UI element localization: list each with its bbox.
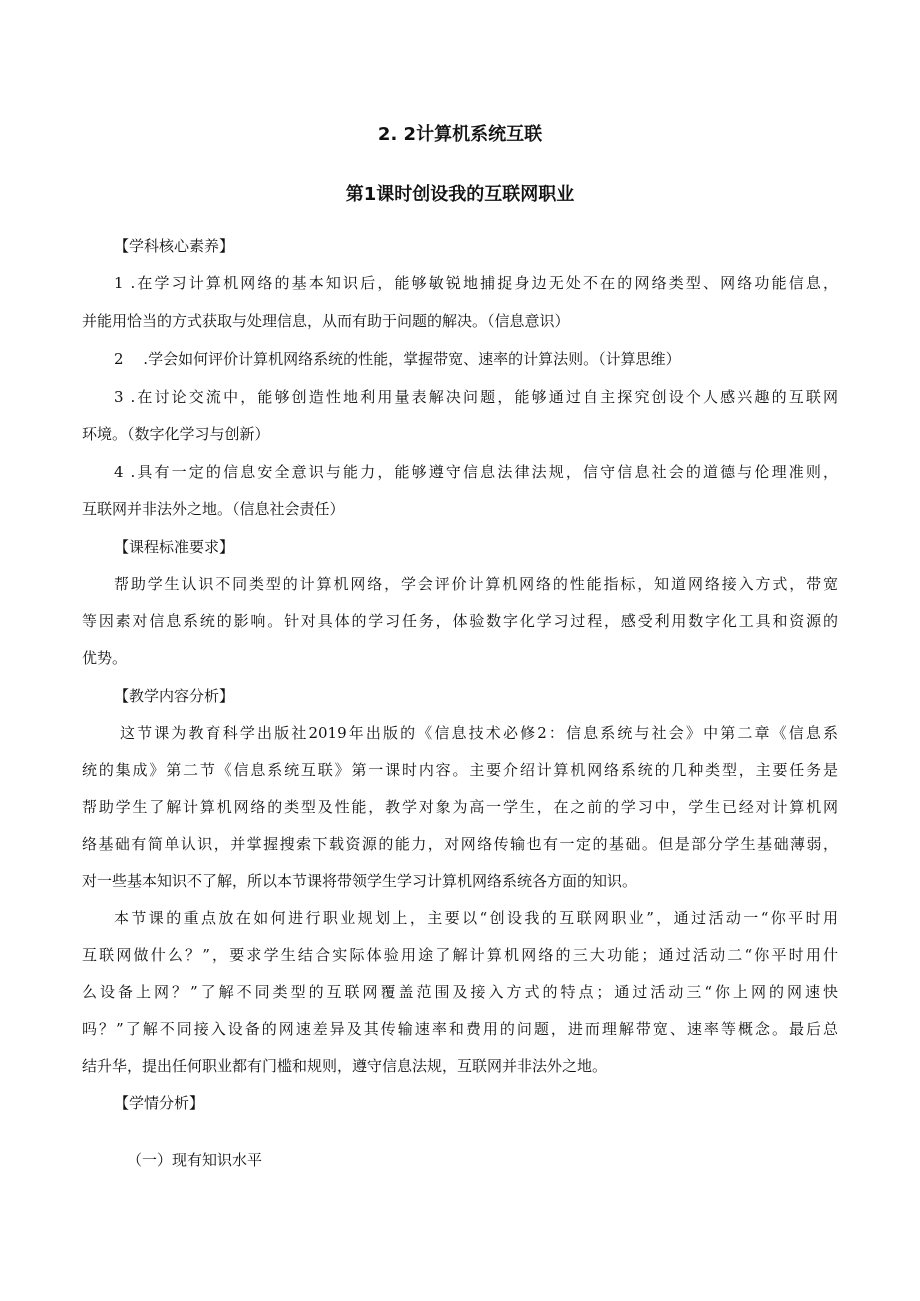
literacy-item-4-line-1: 4 .具有一定的信息安全意识与能力，能够遵守信息法律法规，信守信息社会的道德与伦理准则， <box>114 463 838 481</box>
content-p1-line-2: 统的集成》第二节《信息系统互联》第一课时内容。主要介绍计算机网络系统的几种类型，主要任务是 <box>82 761 838 779</box>
section-heading-literacy: 【学科核心素养】 <box>114 237 235 255</box>
content-p1-line-5: 对一些基本知识不了解，所以本节课将带领学生学习计算机网络系统各方面的知识。 <box>82 872 638 890</box>
document-title: 2. 2计算机系统互联 <box>377 124 543 145</box>
literacy-item-4-line-2: 互联网并非法外之地。（信息社会责任） <box>82 500 345 518</box>
section-heading-learners: 【学情分析】 <box>114 1094 205 1112</box>
content-p1-line-1: 这节课为教育科学出版社2019年出版的《信息技术必修2：信息系统与社会》中第二章《信息系 <box>120 724 838 742</box>
content-p2-line-1: 本节课的重点放在如何进行职业规划上，主要以“创设我的互联网职业”，通过活动一“你平时用 <box>114 909 838 927</box>
literacy-item-3-line-1: 3 .在讨论交流中，能够创造性地利用量表解决问题，能够通过自主探究创设个人感兴趣的互联网 <box>114 388 838 406</box>
content-p2-line-3: 么设备上网？”了解不同类型的互联网覆盖范围及接入方式的特点；通过活动三“你上网的网速快 <box>82 983 838 1001</box>
content-p2-line-5: 结升华，提出任何职业都有门槛和规则，遵守信息法规，互联网并非法外之地。 <box>82 1057 608 1075</box>
content-p2-line-2: 互联网做什么？”，要求学生结合实际体验用途了解计算机网络的三大功能；通过活动二“你平时用什 <box>82 946 838 964</box>
learners-subheading-1: （一）现有知识水平 <box>127 1151 263 1169</box>
standards-line-3: 优势。 <box>82 649 128 667</box>
document-subtitle: 第1课时创设我的互联网职业 <box>345 184 575 205</box>
literacy-item-2: 2 .学会如何评价计算机网络系统的性能，掌握带宽、速率的计算法则。（计算思维） <box>114 350 681 368</box>
literacy-item-1-line-2: 并能用恰当的方式获取与处理信息，从而有助于问题的解决。（信息意识） <box>82 312 570 330</box>
literacy-item-3-line-2: 环境。（数字化学习与创新） <box>82 425 270 443</box>
content-p2-line-4: 吗？”了解不同接入设备的网速差异及其传输速率和费用的问题，进而理解带宽、速率等概念。最后总 <box>82 1020 838 1038</box>
literacy-item-1-line-1: 1 .在学习计算机网络的基本知识后，能够敏锐地捕捉身边无处不在的网络类型、网络功能信息， <box>114 274 838 292</box>
content-p1-line-3: 帮助学生了解计算机网络的类型及性能，教学对象为高一学生，在之前的学习中，学生已经对计算机网 <box>82 798 838 816</box>
standards-line-1: 帮助学生认识不同类型的计算机网络，学会评价计算机网络的性能指标，知道网络接入方式，带宽 <box>114 575 838 593</box>
content-p1-line-4: 络基础有简单认识，并掌握搜索下载资源的能力，对网络传输也有一定的基础。但是部分学生基础薄弱， <box>82 835 838 853</box>
section-heading-standards: 【课程标准要求】 <box>114 538 235 556</box>
section-heading-content: 【教学内容分析】 <box>114 687 235 705</box>
standards-line-2: 等因素对信息系统的影响。针对具体的学习任务，体验数字化学习过程，感受利用数字化工具和资源的 <box>82 612 838 630</box>
